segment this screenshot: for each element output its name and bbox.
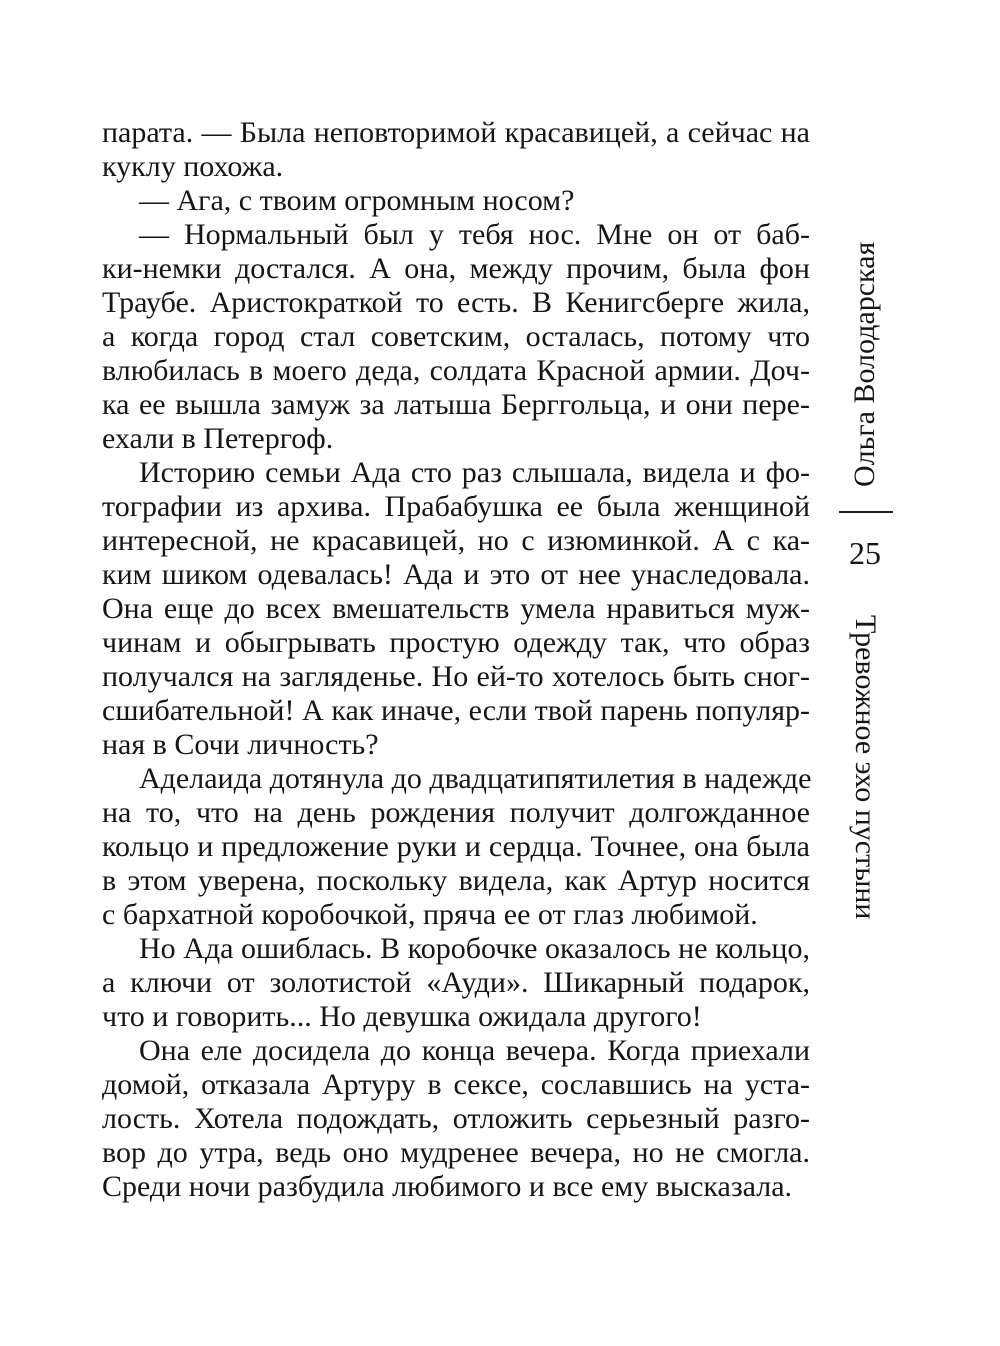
text-line: Траубе. Аристократкой то есть. В Кенигсберге жила, — [102, 286, 810, 319]
text-line: парата. — Была неповторимой красавицей, а сейчас на — [102, 116, 810, 149]
body-text — [102, 116, 810, 1204]
text-line: Она еле досидела до конца вечера. Когда приехали — [139, 1034, 810, 1067]
text-line: в этом уверена, поскольку видела, как Артур носится — [102, 864, 810, 897]
text-line: а ключи от золотистой «Ауди». Шикарный подарок, — [102, 966, 810, 999]
text-line: влюбилась в моего деда, солдата Красной армии. Доч- — [102, 354, 810, 387]
text-line: тографии из архива. Прабабушка ее была женщиной — [102, 490, 810, 523]
text-line: а когда город стал советским, осталась, потому что — [102, 320, 810, 353]
text-line: на то, что на день рождения получит долгожданное — [102, 796, 810, 829]
text-line: вор до утра, ведь оно мудренее вечера, но не смогла. — [102, 1136, 810, 1169]
running-header-sidebar — [835, 215, 895, 935]
text-line: куклу похожа. — [102, 150, 284, 183]
text-line: чинам и обыгрывать простую одежду так, что образ — [102, 626, 810, 659]
text-line: лость. Хотела подождать, отложить серьезный разго- — [102, 1102, 810, 1135]
text-line: ная в Сочи личность? — [102, 728, 379, 761]
text-line: сшибательной! А как иначе, если твой парень популяр- — [102, 694, 810, 727]
text-line: Но Ада ошиблась. В коробочке оказалось не кольцо, — [139, 932, 810, 965]
text-line: ким шиком одевалась! Ада и это от нее унаследовала. — [102, 558, 810, 591]
text-line: ка ее вышла замуж за латыша Берггольца, и они пере- — [102, 388, 810, 421]
text-line: кольцо и предложение руки и сердца. Точнее, она была — [102, 830, 810, 863]
text-line: — Ага, с твоим огромным носом? — [139, 184, 575, 217]
running-title: Тревожное эхо пустыни — [849, 615, 882, 920]
text-line: что и говорить... Но девушка ожидала другого! — [102, 1000, 702, 1033]
text-line: — Нормальный был у тебя нос. Мне он от баб- — [139, 218, 810, 251]
text-line: Историю семьи Ада сто раз слышала, видела и фо- — [139, 456, 810, 489]
page-number: 25 — [849, 535, 881, 571]
text-line: домой, отказала Артуру в сексе, сославшись на уста- — [102, 1068, 810, 1101]
text-line: Аделаида дотянула до двадцатипятилетия в надежде — [139, 762, 812, 795]
text-line: интересной, не красавицей, но с изюминкой. А с ка- — [102, 524, 810, 557]
sidebar-divider — [839, 511, 893, 513]
text-line: Среди ночи разбудила любимого и все ему высказала. — [102, 1170, 793, 1203]
text-line: ки-немки достался. А она, между прочим, была фон — [102, 252, 810, 285]
text-line: Она еще до всех вмешательств умела нравиться муж- — [102, 592, 810, 625]
text-line: с бархатной коробочкой, пряча ее от глаз любимой. — [102, 898, 758, 931]
running-author: Ольга Володарская — [848, 241, 881, 487]
text-line: ехали в Петергоф. — [102, 422, 334, 455]
text-line: получался на загляденье. Но ей-то хотелось быть сног- — [102, 660, 810, 693]
